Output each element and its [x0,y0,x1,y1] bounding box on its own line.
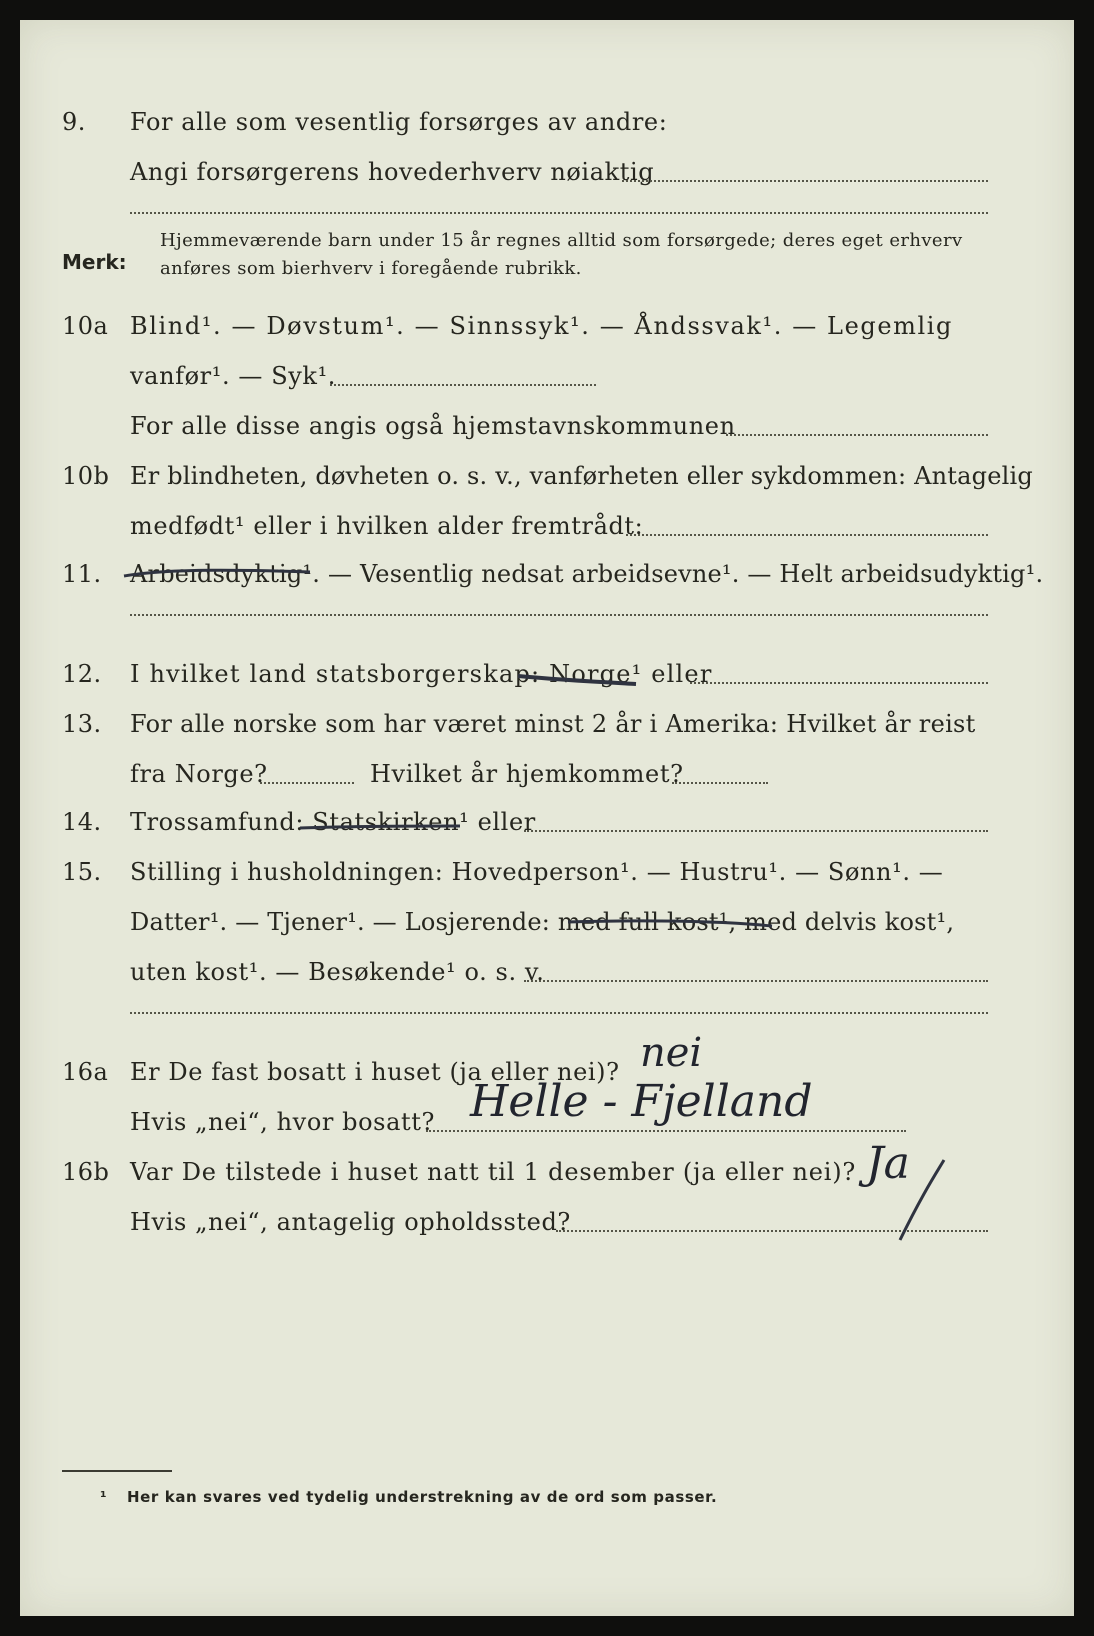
question-text: For alle disse angis også hjemstavnskommunen [130,412,736,440]
answer-line[interactable] [524,980,988,982]
question-number: 9. [62,108,86,136]
footnote-rule [62,1470,172,1472]
question-number: 16a [62,1058,109,1086]
question-10a-line-2 [20,354,1074,394]
question-text: vanfør¹. — Syk¹. [130,362,337,390]
handwritten-answer: Helle - Fjelland [470,1076,813,1127]
question-text: uten kost¹. — Besøkende¹ o. s. v. [130,958,545,986]
answer-line[interactable] [690,682,988,684]
question-number: 15. [62,858,102,886]
question-text: Trossamfund: Statskirken¹ eller [130,808,536,836]
question-13 [20,702,1074,742]
question-15-line-2 [20,900,1074,940]
question-text: Er blindheten, døvheten o. s. v., vanførheten eller sykdommen: Antagelig [130,462,1033,490]
question-9 [20,100,1074,140]
question-text: Hvilket år hjemkommet? [370,760,684,788]
question-number: 10b [62,462,110,490]
answer-line[interactable] [130,614,988,616]
footnote-text: Her kan svares ved tydelig understrekning av de ord som passer. [127,1488,718,1506]
question-text: I hvilket land statsborgerskap: Norge¹ eller [130,660,713,688]
answer-line[interactable] [426,1130,906,1132]
question-text: Datter¹. — Tjener¹. — Losjerende: med full kost¹, med delvis kost¹, [130,908,955,936]
note-text: anføres som bierhverv i foregående rubrikk. [160,258,582,279]
handwritten-answer: nei [640,1030,703,1076]
answer-line[interactable] [556,1230,988,1232]
question-10a-line-3 [20,404,1074,444]
question-text: Angi forsørgerens hovederhverv nøiaktig [130,158,655,186]
question-number: 16b [62,1158,110,1186]
answer-line[interactable] [130,212,988,214]
question-13-line-2 [20,752,1074,792]
question-number: 14. [62,808,102,836]
question-10a [20,304,1074,344]
answer-line[interactable] [130,1012,988,1014]
question-text: Hvis „nei“, antagelig opholdssted? [130,1208,571,1236]
question-14 [20,800,1074,840]
footnote-mark: ¹ [100,1488,108,1506]
question-text: For alle norske som har været minst 2 år i Amerika: Hvilket år reist [130,710,976,738]
question-number: 13. [62,710,102,738]
footnote [100,1488,717,1506]
question-16b [20,1150,1074,1190]
answer-line[interactable] [524,830,988,832]
census-form-page [20,20,1074,1616]
question-text: For alle som vesentlig forsørges av andre: [130,108,668,136]
answer-line[interactable] [726,434,988,436]
question-text: Stilling i husholdningen: Hovedperson¹. — Hustru¹. — Sønn¹. — [130,858,944,886]
question-number: 10a [62,312,109,340]
question-10b [20,454,1074,494]
question-16b-line-2 [20,1200,1074,1240]
question-number: 12. [62,660,102,688]
question-15 [20,850,1074,890]
answer-line[interactable] [622,180,988,182]
note-label: Merk: [62,250,127,274]
question-11 [20,552,1074,592]
question-text: Hvis „nei“, hvor bosatt? [130,1108,435,1136]
question-text: Arbeidsdyktig¹. — Vesentlig nedsat arbeidsevne¹. — Helt arbeidsudyktig¹. [130,560,1044,588]
question-9-line-2 [20,150,1074,190]
note-text: Hjemmeværende barn under 15 år regnes alltid som forsørgede; deres eget erhverv [160,230,963,251]
answer-line[interactable] [626,534,988,536]
answer-line[interactable] [330,384,596,386]
question-15-line-3 [20,950,1074,990]
question-text: fra Norge? [130,760,268,788]
question-10b-line-2 [20,504,1074,544]
question-number: 11. [62,560,102,588]
answer-line[interactable] [672,782,768,784]
answer-line[interactable] [260,782,354,784]
question-text: Er De fast bosatt i huset (ja eller nei)? [130,1058,620,1086]
question-12 [20,652,1074,692]
handwritten-answer: Ja [866,1138,910,1189]
question-text: Blind¹. — Døvstum¹. — Sinnssyk¹. — Åndssvak¹. — Legemlig [130,312,954,340]
question-text: medfødt¹ eller i hvilken alder fremtrådt: [130,512,644,540]
question-text: Var De tilstede i huset natt til 1 desember (ja eller nei)? [130,1158,857,1186]
